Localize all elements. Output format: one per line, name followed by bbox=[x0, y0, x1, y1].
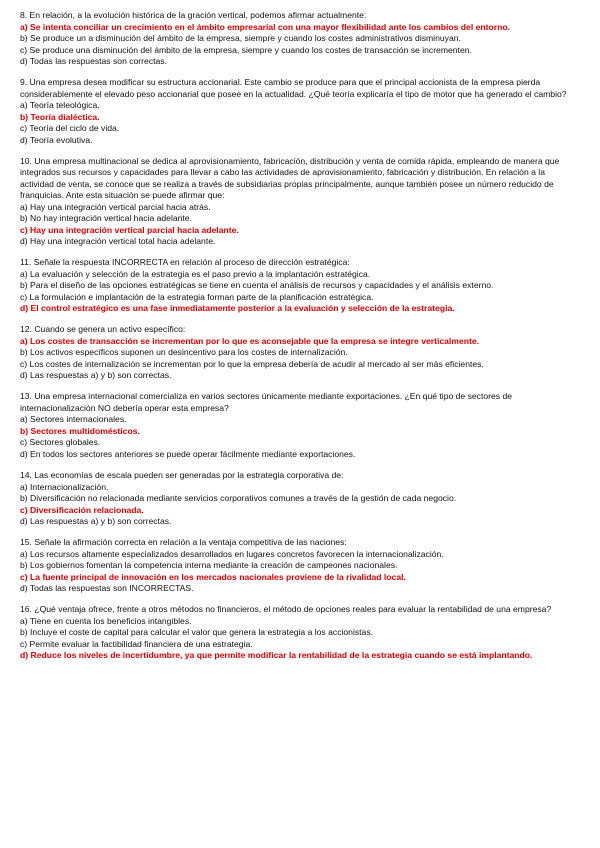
answer-option: a) Los recursos altamente especializados desarrollados en lugares concretos favorecen la internacionalización. bbox=[20, 548, 444, 559]
question-stem: 9. Una empresa desea modificar su estructura accionarial. Este cambio se produce para que el principal accionista de la empresa pierda considerablemente el elevado peso accionarial que posee en la actualidad. ¿Qué teoría explicaría el tipo de motor que ha generado el cambio? bbox=[20, 77, 567, 99]
answer-option: b) Se produce un a disminución del ámbito de la empresa, siempre y cuando los costes administrativos disminuyan. bbox=[20, 33, 461, 43]
answer-option: d) Hay una integración vertical total hacia adelante. bbox=[20, 236, 216, 247]
answer-option-correct: a) Los costes de transacción se incrementan por lo que es aconsejable que la empresa se integre verticalmente. bbox=[20, 335, 479, 346]
answer-option: b) Incluye el coste de capital para calcular el valor que genera la estrategia a los accionistas. bbox=[20, 627, 374, 638]
answer-option: c) Permite evaluar la factibilidad financiera de una estrategia. bbox=[20, 638, 253, 649]
answer-option: d) Las respuestas a) y b) son correctas. bbox=[20, 370, 172, 381]
question-block bbox=[20, 470, 578, 528]
question-block bbox=[20, 156, 578, 248]
question-stem: 11. Señale la respuesta INCORRECTA en relación al proceso de dirección estratégica: bbox=[20, 257, 350, 268]
question-block bbox=[20, 77, 578, 146]
question-stem: 8. En relación, a la evolución histórica de la gración vertical, podemos afirmar actualmente: bbox=[20, 10, 367, 20]
question-stem: 10. Una empresa multinacional se dedica al aprovisionamiento, fabricación, distribución y venta de comida rápida, empleando de manera que integrados sus recursos y capacidades para llevar a cabo las actividades de aprovisionamiento, fabricación y distribución. En relación a la actividad de venta, se conoce que se realiza a través de subsidiarias propias principalmente, aunque también posee un número reducido de franquicias. Ante esta situación se puede afirmar que: bbox=[20, 155, 560, 201]
answer-option: b) Diversificación no relacionada mediante servicios corporativos comunes a través de la gestión de cada negocio. bbox=[20, 493, 457, 504]
question-block bbox=[20, 10, 578, 68]
answer-option: b) Los activos específicos suponen un desincentivo para los costes de internalización. bbox=[20, 347, 348, 358]
answer-option: b) No hay integración vertical hacia adelante. bbox=[20, 213, 192, 224]
answer-option-correct: c) Diversificación relacionada. bbox=[20, 504, 144, 515]
answer-option: a) La evaluación y selección de la estrategia es el paso previo a la implantación estratégica. bbox=[20, 268, 371, 279]
answer-option: a) Hay una integración vertical parcial hacia atrás. bbox=[20, 201, 211, 212]
answer-option: b) Para el diseño de las opciones estratégicas se tiene en cuenta el análisis de recursos y capacidades y el análisis externo. bbox=[20, 280, 494, 291]
question-block bbox=[20, 391, 578, 460]
question-stem: 16. ¿Qué ventaja ofrece, frente a otros métodos no financieros, el método de opciones reales para evaluar la rentabilidad de una empresa? bbox=[20, 604, 552, 615]
answer-option: c) Sectores globales. bbox=[20, 437, 101, 448]
answer-option: d) Todas las respuestas son INCORRECTAS. bbox=[20, 583, 194, 594]
answer-option-correct: b) Teoría dialéctica. bbox=[20, 111, 100, 122]
question-stem: 13. Una empresa internacional comercializa en varios sectores únicamente mediante exportaciones. ¿En qué tipo de sectores de internacionalización NO debería operar esta empresa? bbox=[20, 391, 513, 413]
question-stem: 12. Cuando se genera un activo específico: bbox=[20, 324, 186, 335]
question-block bbox=[20, 604, 578, 662]
question-stem: 15. Señale la afirmación correcta en relación a la ventaja competitiva de las naciones: bbox=[20, 537, 347, 548]
answer-option: d) En todos los sectores anteriores se puede operar fácilmente mediante exportaciones. bbox=[20, 448, 356, 459]
answer-option-correct: a) Se intenta conciliar un crecimiento en el ámbito empresarial con una mayor flexibilidad ante los cambios del entorno. bbox=[20, 21, 510, 32]
question-block bbox=[20, 257, 578, 315]
answer-option: d) Todas las respuestas son correctas. bbox=[20, 56, 167, 66]
question-block bbox=[20, 537, 578, 595]
answer-option: a) Teoría teleológica. bbox=[20, 100, 100, 111]
answer-option: b) Los gobiernos fomentan la competencia interna mediante la creación de campeones nacionales. bbox=[20, 560, 398, 571]
answer-option: a) Tiene en cuenta los beneficios intangibles. bbox=[20, 615, 192, 626]
question-block bbox=[20, 324, 578, 382]
answer-option: d) Teoría evolutiva. bbox=[20, 134, 93, 145]
answer-option: a) Internacionalización. bbox=[20, 481, 109, 492]
answer-option: c) Los costes de internalización se incrementan por lo que la empresa debería de acudir al mercado al ser más eficientes. bbox=[20, 358, 484, 369]
answer-option: a) Sectores internacionales. bbox=[20, 414, 127, 425]
answer-option-correct: c) La fuente principal de innovación en los mercados nacionales proviene de la rivalidad local. bbox=[20, 571, 406, 582]
answer-option-correct: c) Hay una integración vertical parcial hacia adelante. bbox=[20, 224, 239, 235]
answer-option-correct: d) Reduce los niveles de incertidumbre, ya que permite modificar la rentabilidad de la estrategia cuando se está implantando. bbox=[20, 650, 533, 661]
answer-option-correct: b) Sectores multidomésticos. bbox=[20, 425, 140, 436]
answer-option: d) Las respuestas a) y b) son correctas. bbox=[20, 516, 172, 527]
answer-option-correct: d) El control estratégico es una fase inmediatamente posterior a la evaluación y selección de la estrategia. bbox=[20, 303, 455, 314]
answer-option: c) Teoría del ciclo de vida. bbox=[20, 123, 120, 134]
question-stem: 14. Las economías de escala pueden ser generadas por la estrategia corporativa de: bbox=[20, 470, 344, 481]
answer-option: c) La formulación e implantación de la estrategia forman parte de la planificación estratégica. bbox=[20, 291, 374, 302]
answer-option: c) Se produce una disminución del ámbito de la empresa, siempre y cuando los costes de transacción se incrementen. bbox=[20, 44, 472, 55]
